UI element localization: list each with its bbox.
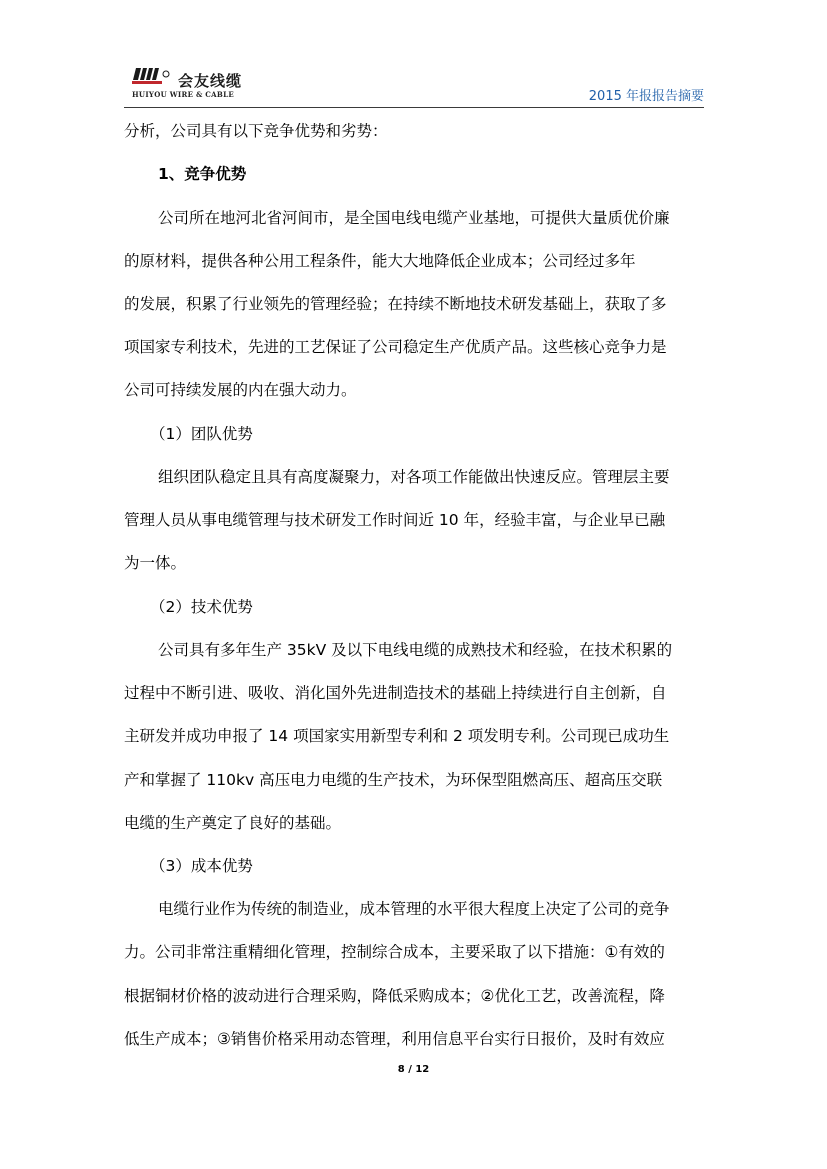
body-line: 过程中不断引进、吸收、消化国外先进制造技术的基础上持续进行自主创新，自 xyxy=(124,684,667,702)
logo-chinese-name: 会友线缆 xyxy=(178,72,243,90)
body-line: 公司可持续发展的内在强大动力。 xyxy=(124,381,357,399)
body-line: 组织团队稳定且具有高度凝聚力，对各项工作能做出快速反应。管理层主要 xyxy=(158,468,670,486)
body-line: 电缆的生产奠定了良好的基础。 xyxy=(124,814,342,832)
subsection-heading: （2）技术优势 xyxy=(150,598,253,616)
body-line: 低生产成本；③销售价格采用动态管理，利用信息平台实行日报价，及时有效应 xyxy=(124,1030,665,1048)
subsection-heading: （1）团队优势 xyxy=(150,425,253,443)
logo-english-name: HUIYOU WIRE & CABLE xyxy=(132,90,234,99)
body-line: 管理人员从事电缆管理与技术研发工作时间近 10 年，经验丰富，与企业早已融 xyxy=(124,511,666,529)
report-title: 2015 年报报告摘要 xyxy=(588,89,704,104)
body-line: 分析，公司具有以下竞争优势和劣势： xyxy=(124,122,388,140)
body-line: 根据铜材价格的波动进行合理采购，降低采购成本；②优化工艺，改善流程，降 xyxy=(124,987,665,1005)
logo-mark-icon xyxy=(132,66,174,90)
page-number: 8 / 12 xyxy=(397,1064,430,1075)
body-line: 公司具有多年生产 35kV 及以下电线电缆的成熟技术和经验，在技术积累的 xyxy=(158,641,673,659)
body-line: 的原材料，提供各种公用工程条件，能大大地降低企业成本；公司经过多年 xyxy=(124,252,636,270)
company-logo xyxy=(132,66,292,102)
body-line: 力。公司非常注重精细化管理，控制综合成本，主要采取了以下措施：①有效的 xyxy=(124,943,665,961)
subsection-heading: （3）成本优势 xyxy=(150,857,253,875)
body-line: 项国家专利技术，先进的工艺保证了公司稳定生产优质产品。这些核心竞争力是 xyxy=(124,338,667,356)
section-heading: 1、竞争优势 xyxy=(158,165,247,183)
body-line: 电缆行业作为传统的制造业，成本管理的水平很大程度上决定了公司的竞争 xyxy=(158,900,670,918)
body-line: 为一体。 xyxy=(124,554,187,572)
body-line: 产和掌握了 110kv 高压电力电缆的生产技术，为环保型阻燃高压、超高压交联 xyxy=(124,771,663,789)
page-header xyxy=(124,64,704,110)
body-line: 公司所在地河北省河间市，是全国电线电缆产业基地，可提供大量质优价廉 xyxy=(158,209,670,227)
header-divider xyxy=(124,107,704,108)
body-line: 主研发并成功申报了 14 项国家实用新型专利和 2 项发明专利。公司现已成功生 xyxy=(124,727,670,745)
body-line: 的发展，积累了行业领先的管理经验；在持续不断地技术研发基础上，获取了多 xyxy=(124,295,667,313)
